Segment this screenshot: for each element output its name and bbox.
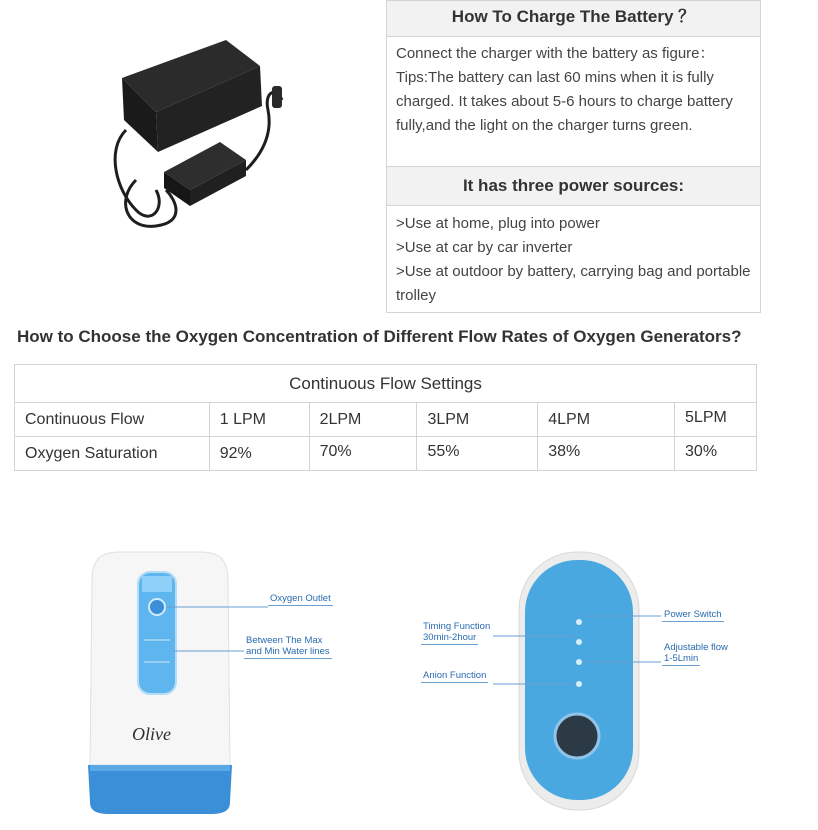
power-source-item: >Use at car by car inverter xyxy=(396,239,573,256)
power-switch-button[interactable] xyxy=(576,619,582,625)
callout-oxygen-outlet: Oxygen Outlet xyxy=(270,593,331,604)
charger-photo xyxy=(96,30,296,240)
outlet-icon xyxy=(149,599,165,615)
table-cell: 1 LPM xyxy=(209,403,309,437)
table-cell: 55% xyxy=(417,437,538,471)
table-cell: 70% xyxy=(309,437,417,471)
table-cell: 5LPM xyxy=(675,403,757,437)
oxygen-generator-top-photo xyxy=(415,550,745,815)
power-source-item: >Use at home, plug into power xyxy=(396,215,600,232)
row-header: Oxygen Saturation xyxy=(15,437,210,471)
power-source-item: >Use at outdoor by battery, carrying bag and portable trolley xyxy=(396,263,751,304)
table-caption: Continuous Flow Settings xyxy=(15,365,757,403)
callout-flow-range: 1-5Lmin xyxy=(664,653,699,664)
table-row xyxy=(15,403,757,437)
plug-icon xyxy=(272,86,282,108)
oxygen-generator-front-photo xyxy=(80,540,350,820)
charge-title: How To Charge The Battery ？ xyxy=(387,1,760,37)
row-header: Continuous Flow xyxy=(15,403,210,437)
callout-anion: Anion Function xyxy=(423,670,487,681)
table-cell: 2LPM xyxy=(309,403,417,437)
charger-adapter-large xyxy=(122,40,262,152)
charger-adapter-small xyxy=(164,142,246,206)
table-cell: 4LPM xyxy=(538,403,675,437)
power-sources-list xyxy=(387,206,760,308)
table-cell: 30% xyxy=(675,437,757,471)
callout-water-lines-2: and Min Water lines xyxy=(246,646,330,657)
anion-button[interactable] xyxy=(576,681,582,687)
flow-button[interactable] xyxy=(576,659,582,665)
charging-info-box xyxy=(386,0,761,313)
callout-adjustable-flow: Adjustable flow xyxy=(664,642,728,653)
callout-water-lines: Between The Max xyxy=(246,635,323,646)
brand-logo: Olive xyxy=(132,724,171,744)
section-title: How to Choose the Oxygen Concentration of Different Flow Rates of Oxygen Generators? xyxy=(17,327,742,346)
table-row xyxy=(15,437,757,471)
callout-power-switch: Power Switch xyxy=(664,609,722,620)
power-sources-title: It has three power sources: xyxy=(387,166,760,206)
table-cell: 92% xyxy=(209,437,309,471)
callout-timing: Timing Function xyxy=(423,621,491,632)
table-cell: 38% xyxy=(538,437,675,471)
flow-settings-table xyxy=(14,364,757,471)
device-front-illustration xyxy=(80,540,350,820)
display-dial xyxy=(555,714,599,758)
table-cell: 3LPM xyxy=(417,403,538,437)
charge-instructions: Connect the charger with the battery as figure：Tips:The battery can last 60 mins when it is fully charged. It takes about 5-6 hours to charge battery fully,and the light on the charger turns green. xyxy=(396,45,733,134)
timing-button[interactable] xyxy=(576,639,582,645)
callout-timing-range: 30min-2hour xyxy=(423,632,477,643)
